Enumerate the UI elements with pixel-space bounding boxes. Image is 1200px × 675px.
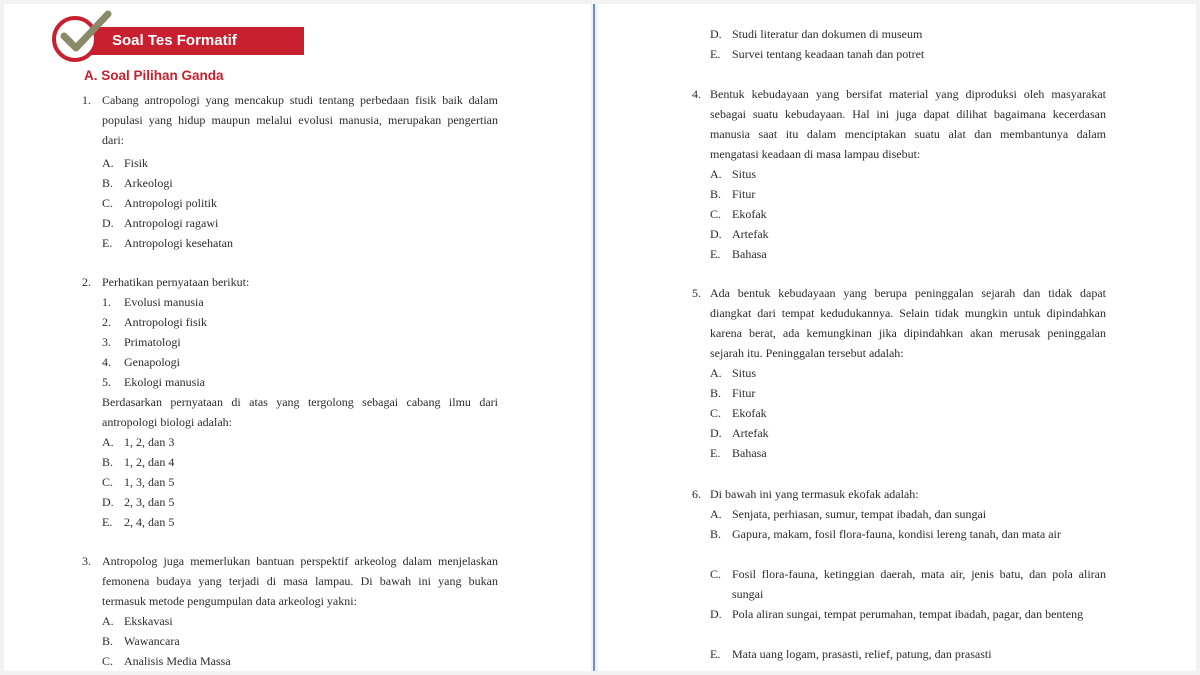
option-2a[interactable]: A. 1, 2, dan 3: [102, 435, 175, 449]
section-title: A. Soal Pilihan Ganda: [84, 68, 224, 83]
option-1d[interactable]: D. Antropologi ragawi: [102, 216, 219, 230]
question-text: Bentuk kebudayaan yang bersifat material yang diproduksi oleh masyarakat sebagai suatu kebudayaan. Hal ini juga dapat dilihat bagaimana kecerdasan manusia saat itu dalam menciptakan suatu alat dan membantunya dalam mengatasi keadaan di masa lampau disebut:: [710, 87, 1106, 161]
option-2b[interactable]: B. 1, 2, dan 4: [102, 455, 175, 469]
question-2: [82, 272, 498, 292]
option-5c[interactable]: C. Ekofak: [710, 406, 767, 420]
option-5a[interactable]: A. Situs: [710, 366, 757, 380]
page-divider: [593, 4, 595, 671]
section-badge: [52, 10, 312, 60]
badge-label: Soal Tes Formatif: [88, 27, 304, 55]
option-2c[interactable]: C. 1, 3, dan 5: [102, 475, 175, 489]
option-5b[interactable]: B. Fitur: [710, 386, 756, 400]
question-text: Di bawah ini yang termasuk ekofak adalah:: [710, 487, 919, 501]
question-number: 2.: [82, 275, 91, 289]
option-2d[interactable]: D. 2, 3, dan 5: [102, 495, 175, 509]
statement-item: 3. Primatologi: [102, 335, 181, 349]
option-1e[interactable]: E. Antropologi kesehatan: [102, 236, 233, 250]
option-2e[interactable]: E. 2, 4, dan 5: [102, 515, 175, 529]
option-1b[interactable]: B. Arkeologi: [102, 176, 173, 190]
option-1c[interactable]: C. Antropologi politik: [102, 196, 217, 210]
option-3d[interactable]: D. Studi literatur dan dokumen di museum: [710, 27, 923, 41]
question-number: 1.: [82, 93, 91, 107]
option-4b[interactable]: B. Fitur: [710, 187, 756, 201]
option-3b[interactable]: B. Wawancara: [102, 634, 180, 648]
option-1a[interactable]: A. Fisik: [102, 156, 149, 170]
option-4d[interactable]: D. Artefak: [710, 227, 769, 241]
option-5e[interactable]: E. Bahasa: [710, 446, 767, 460]
question-text: Antropolog juga memerlukan bantuan perspektif arkeolog dalam menjelaskan femonena budaya yang terjadi di masa lampau. Di bawah ini yang bukan termasuk metode pengumpulan data arkeologi yakni:: [102, 554, 498, 608]
option-3c[interactable]: C. Analisis Media Massa: [102, 654, 231, 668]
question-number: 4.: [692, 87, 701, 101]
option-4a[interactable]: A. Situs: [710, 167, 757, 181]
question-number: 5.: [692, 286, 701, 300]
right-page: D. Studi literatur dan dokumen di museum E. Survei tentang keadaan tanah dan potret 4. Bentuk kebudayaan yang bersifat material yang diproduksi oleh masyarakat sebagai suatu kebudayaan. Hal ini juga dapat dilihat bagaimana kecerdasan manusia saat itu dalam menciptakan suatu alat dan membantunya dalam mengatasi keadaan di masa lampau disebut: A. Situs B. Fitur C. Ekofak D. Artefak E. Bahasa 5. Ada bentuk kebudayaan yang berupa peninggalan sejarah dan tidak dapat diangkat dari tempat kedudukannya. Selain tidak mungkin untuk dipindahkan karena berat, ada kemungkinan jika dipindahkan akan merusak peninggalan sejarah itu. Peninggalan tersebut adalah: A. Situs B. Fitur C. Ekofak D. Artefak E. Bahasa 6. Di bawah ini yang termasuk ekofak adalah: A. Senjata, perhiasan, sumur, tempat ibadah, dan sungai B. Gapura, makam, fosil flora-fauna, kondisi lereng tanah, dan mata air C. Fosil flora-fauna, ketinggian daerah, mata air, jenis batu, dan pola aliran sungai D. Pola aliran sungai, tempat perumahan, tempat ibadah, pagar, dan benteng E. Mata uang logam, prasasti, relief, patung, dan prasasti: [598, 4, 1196, 671]
statement-item: 4. Genapologi: [102, 355, 180, 369]
question-text: Perhatikan pernyataan berikut:: [102, 275, 250, 289]
question-text: Ada bentuk kebudayaan yang berupa peninggalan sejarah dan tidak dapat diangkat dari tempat kedudukannya. Selain tidak mungkin untuk dipindahkan karena berat, ada kemungkinan jika dipindahkan akan merusak peninggalan sejarah itu. Peninggalan tersebut adalah:: [710, 286, 1106, 360]
statement-item: 1. Evolusi manusia: [102, 295, 204, 309]
option-4c[interactable]: C. Ekofak: [710, 207, 767, 221]
option-3a[interactable]: A. Ekskavasi: [102, 614, 173, 628]
left-page: Soal Tes Formatif A. Soal Pilihan Ganda 1. Cabang antropologi yang mencakup studi tentang perbedaan fisik baik dalam populasi yang hidup maupun melalui evolusi manusia, merupakan pengertian dari: A. Fisik B. Arkeologi C. Antropologi politik D. Antropologi ragawi E. Antropologi kesehatan 2. Perhatikan pernyataan berikut: 1. Evolusi manusia 2. Antropologi fisik 3. Primatologi 4. Genapologi 5. Ekologi manusia Berdasarkan pernyataan di atas yang tergolong sebagai cabang ilmu dari antropologi biologi adalah: A. 1, 2, dan 3 B. 1, 2, dan 4 C. 1, 3, dan 5 D. 2, 3, dan 5 E. 2, 4, dan 5 3. Antropolog juga memerlukan bantuan perspektif arkeolog dalam menjelaskan femonena budaya yang terjadi di masa lampau. Di bawah ini yang bukan termasuk metode pengumpulan data arkeologi yakni: A. Ekskavasi B. Wawancara C. Analisis Media Massa: [4, 4, 591, 671]
option-3e[interactable]: E. Survei tentang keadaan tanah dan potret: [710, 47, 925, 61]
question-text: Cabang antropologi yang mencakup studi tentang perbedaan fisik baik dalam populasi yang hidup maupun melalui evolusi manusia, merupakan pengertian dari:: [102, 93, 498, 147]
checkmark-icon: [56, 10, 114, 60]
question-number: 3.: [82, 554, 91, 568]
question-6: [692, 484, 1108, 504]
statement-item: 2. Antropologi fisik: [102, 315, 207, 329]
option-4e[interactable]: E. Bahasa: [710, 247, 767, 261]
option-5d[interactable]: D. Artefak: [710, 426, 769, 440]
statement-item: 5. Ekologi manusia: [102, 375, 205, 389]
question-number: 6.: [692, 487, 701, 501]
